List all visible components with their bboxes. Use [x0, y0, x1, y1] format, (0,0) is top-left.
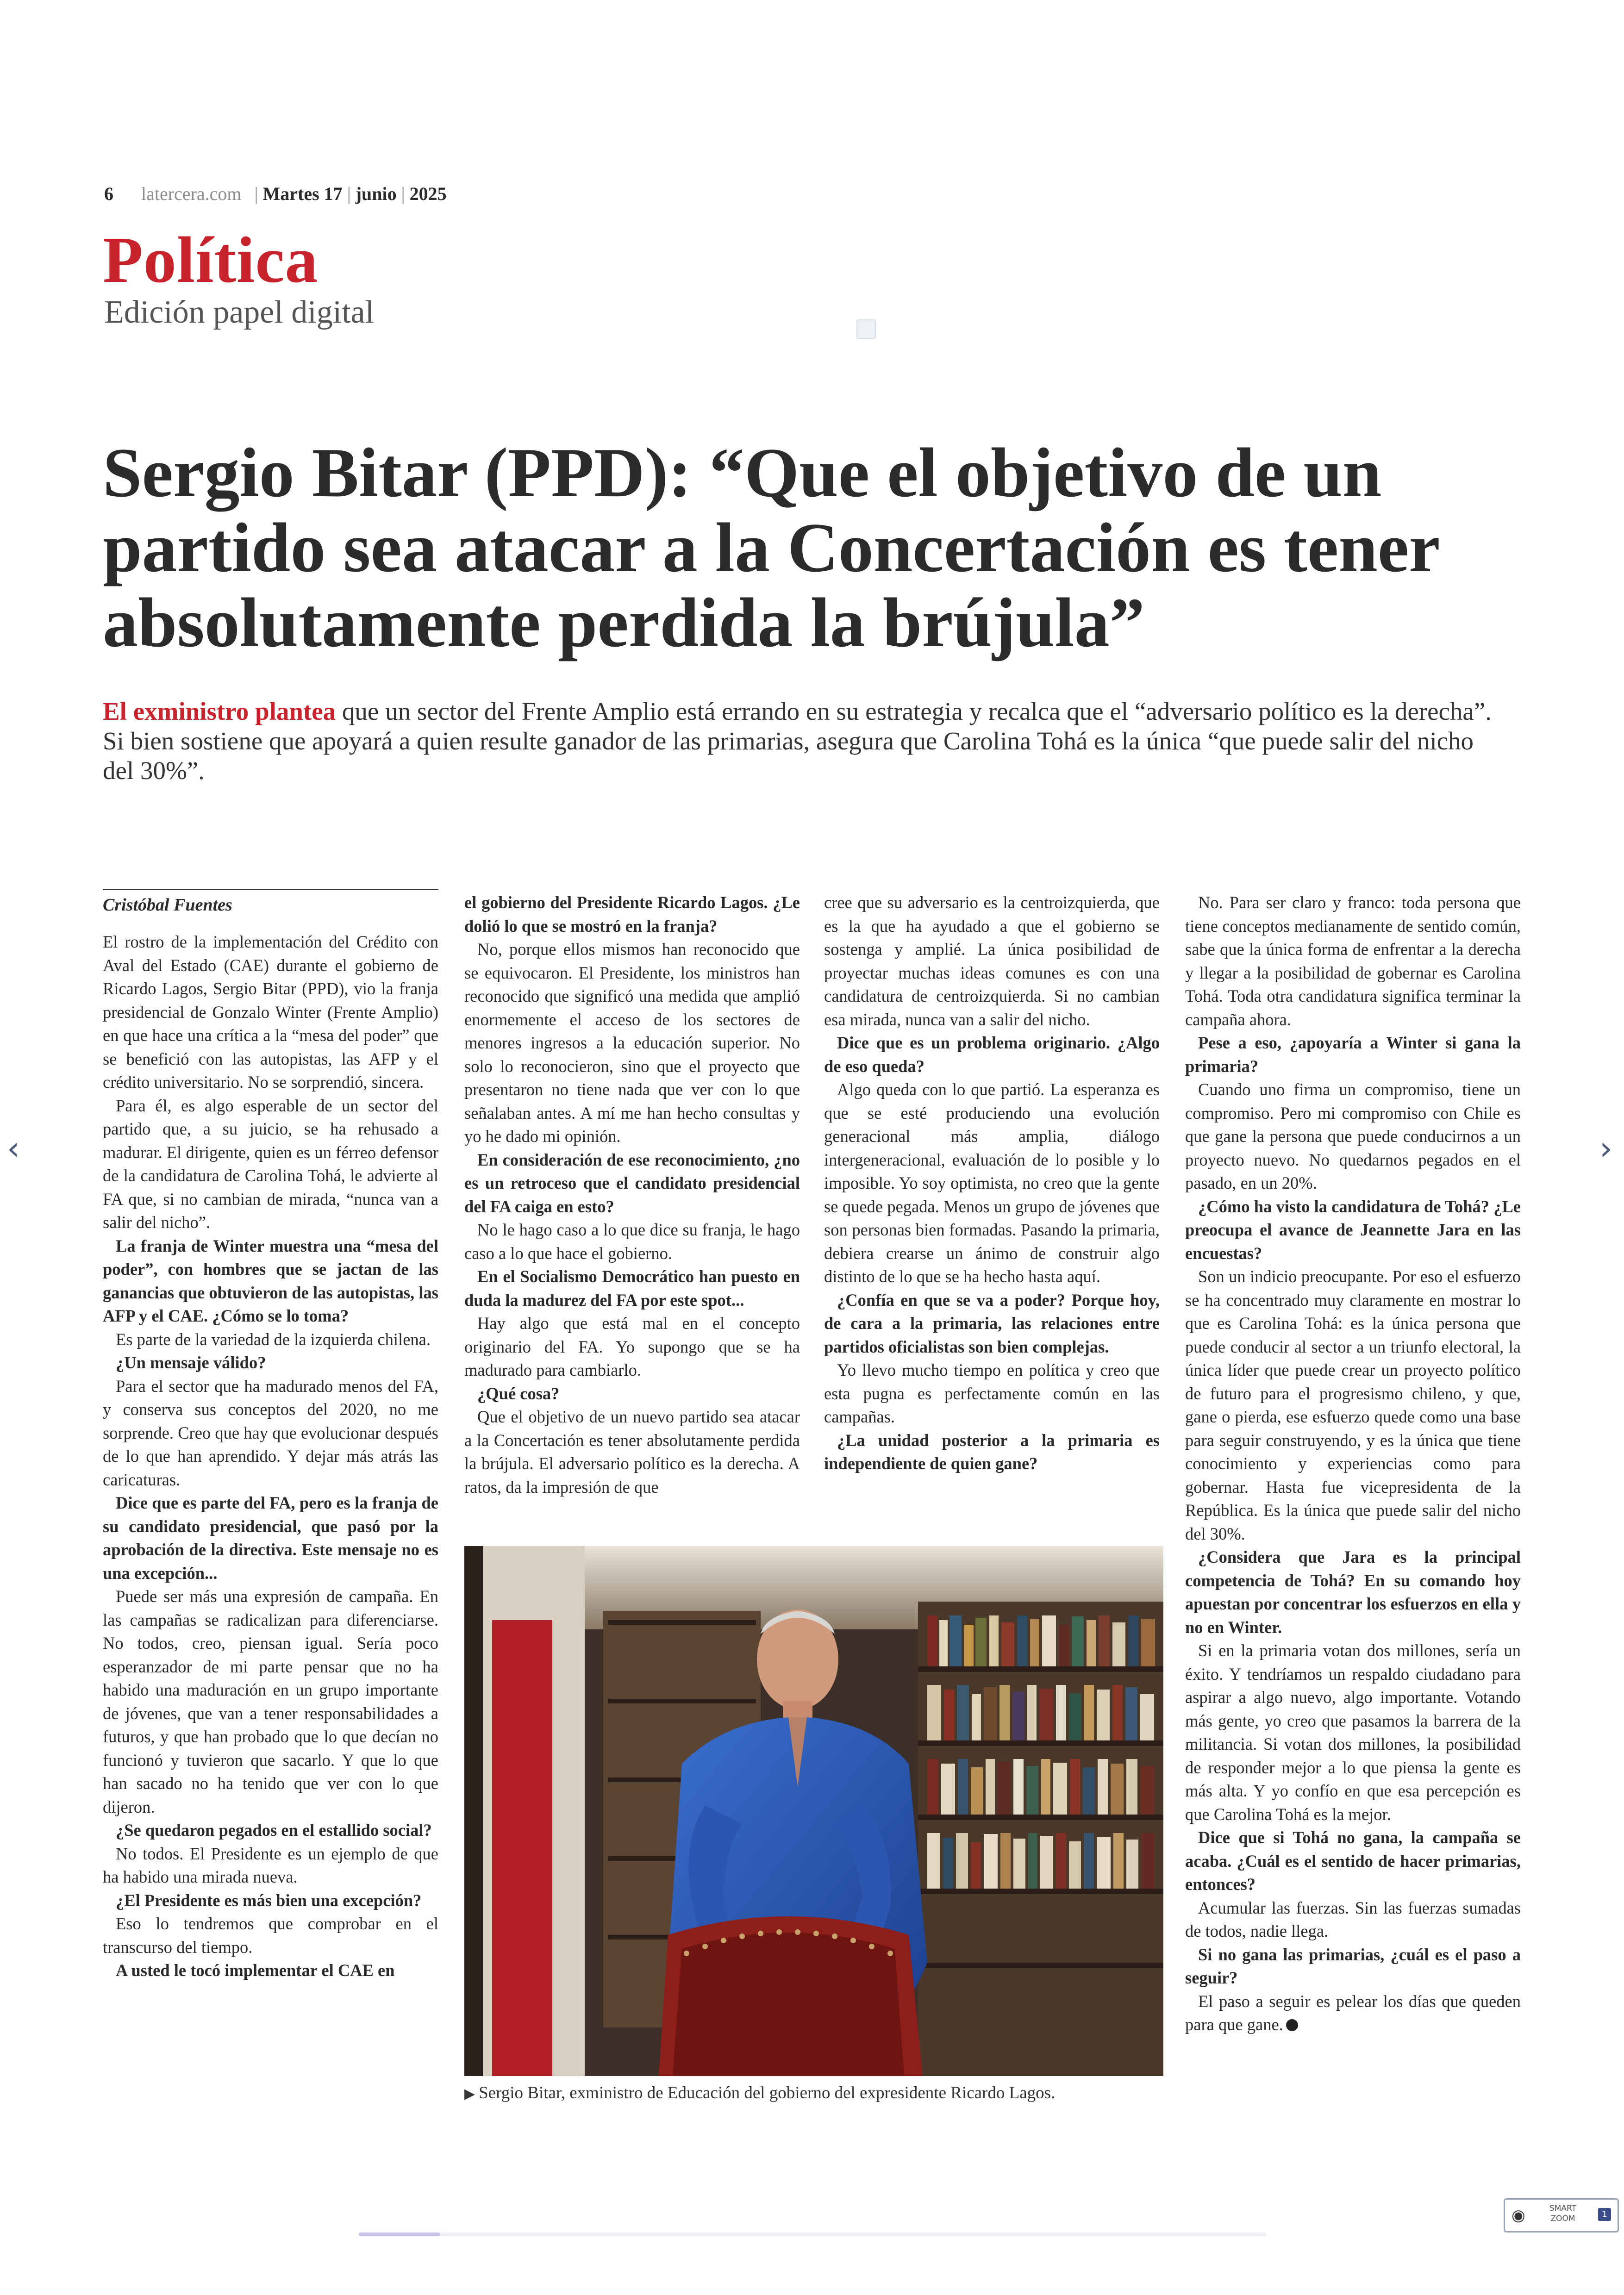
article-paragraph: Eso lo tendremos que comprobar en el transcurso del tiempo.	[103, 1914, 438, 1957]
smart-zoom-badge: 1	[1598, 2208, 1611, 2221]
interview-question: La franja de Winter muestra una “mesa del poder”, con hombres que se jactan de las ganancias que obtuvieron de las autopistas, las AFP y el CAE. ¿Cómo se lo toma?	[103, 1236, 438, 1325]
date-month: junio	[355, 183, 397, 204]
date-year: 2025	[409, 183, 447, 204]
interview-question: En consideración de ese reconocimiento, ¿no es un retroceso que el candidato presidencial del FA caiga en esto?	[464, 1150, 800, 1216]
article-paragraph: El rostro de la implementación del Crédito con Aval del Estado (CAE) durante el gobierno de Ricardo Lagos, Sergio Bitar (PPD), vio la franja presidencial de Gonzalo Winter (Frente Amplio) en que hace una crítica a la “mesa del poder” que se benefició con las autopistas, las AFP y el crédito universitario. No se sorprendió, sincera.	[103, 932, 438, 1091]
article-dek	[103, 697, 1492, 786]
interview-question: ¿Un mensaje válido?	[116, 1353, 266, 1372]
interview-question: Pese a eso, ¿apoyaría a Winter si gana la primaria?	[1185, 1033, 1521, 1076]
article-paragraph: No, porque ellos mismos han reconocido que se equivocaron. El Presidente, los ministros han reconocido que significó una medida que amplió enormemente el acceso de los sectores de menores ingresos a la educación superior. No solo lo reconocieron, sino que el proyecto que presentaron no tiene nada que ver con lo que señalaban antes. A mí me han hecho consultas y yo he dado mi opinión.	[464, 940, 800, 1146]
article-paragraph: Que el objetivo de un nuevo partido sea atacar a la Concertación es tener absolutamente perdida la brújula. El adversario político es la derecha. A ratos, da la impresión de que	[464, 1407, 800, 1497]
article-paragraph: Algo queda con lo que partió. La esperanza es que se esté produciendo una evolución generacional más amplia, diálogo intergeneracional, evaluación de lo posible y lo imposible. Yo soy optimista, no creo que la gente se quede pegada. Menos un grupo de jóvenes que son personas bien formadas. Pasando la primaria, debiera crearse un ánimo de construir algo distinto de lo que se ha hecho hasta aquí.	[824, 1080, 1160, 1286]
interview-question: A usted le tocó implementar el CAE en	[116, 1961, 395, 1980]
section-title: Política	[103, 223, 319, 296]
article-paragraph: Yo llevo mucho tiempo en política y creo que esta pugna es perfectamente común en las campañas.	[824, 1360, 1160, 1426]
interview-question: ¿El Presidente es más bien una excepción?	[116, 1890, 422, 1910]
interview-question: Dice que es parte del FA, pero es la franja de su candidato presidencial, que pasó por la aprobación de la directiva. Este mensaje no es una excepción...	[103, 1493, 438, 1583]
article-paragraph: El paso a seguir es pelear los días que queden para que gane.	[1185, 1991, 1521, 2034]
interview-question: ¿Confía en que se va a poder? Porque hoy, de cara a la primaria, las relaciones entre partidos oficialistas son bien complejas.	[824, 1290, 1160, 1356]
date-day: Martes 17	[262, 183, 343, 204]
interview-question: ¿Qué cosa?	[477, 1384, 560, 1403]
article-paragraph: No le hago caso a lo que dice su franja, le hago caso a lo que hace el gobierno.	[464, 1220, 800, 1263]
article-paragraph: Hay algo que está mal en el concepto originario del FA. Yo supongo que se ha madurado para cambiarlo.	[464, 1314, 800, 1379]
previous-page-button[interactable]: ‹	[7, 1129, 20, 1167]
page-progress-fill	[359, 2233, 440, 2236]
article-paragraph: Para él, es algo esperable de un sector del partido que, a su juicio, se ha rehusado a madurar. El dirigente, quien es un férreo defensor de la candidatura de Carolina Tohá, le advierte al FA que, si no cambian de mirada, “nunca van a salir del nicho”.	[103, 1096, 438, 1232]
article-paragraph: Cuando uno firma un compromiso, tiene un compromiso. Pero mi compromiso con Chile es que gane la persona que puede conducirnos a un proyecto nuevo. No quedarnos pegados en el pasado, en un 20%.	[1185, 1080, 1521, 1192]
article-paragraph: No. Para ser claro y franco: toda persona que tiene conceptos medianamente de sentido común, sabe que la única forma de enfrentar a la derecha y llegar a la posibilidad de gobernar es Carolina Tohá. Toda otra candidatura significa terminar la campaña ahora.	[1185, 893, 1521, 1029]
interview-question: el gobierno del Presidente Ricardo Lagos. ¿Le dolió lo que se mostró en la franja?	[464, 893, 800, 935]
byline: Cristóbal Fuentes	[103, 889, 438, 915]
next-page-button[interactable]: ›	[1599, 1129, 1612, 1167]
interview-question: Dice que si Tohá no gana, la campaña se acaba. ¿Cuál es el sentido de hacer primarias, entonces?	[1185, 1828, 1521, 1894]
interview-question: ¿Cómo ha visto la candidatura de Tohá? ¿Le preocupa el avance de Jeannette Jara en las encuestas?	[1185, 1197, 1521, 1263]
article-paragraph: Son un indicio preocupante. Por eso el esfuerzo se ha concentrado muy claramente en mostrar lo que es Carolina Tohá: es la única persona que puede conducir al sector a un triunfo electoral, la única líder que puede crear un proyecto político de futuro para el progresismo chileno, y que, gane o pierda, ese esfuerzo quede como una base para seguir construyendo, y es la única que tiene conocimiento y experiencias como para gobernar. Hasta fue vicepresidenta de la República. Es la única que puede salir del nicho del 30%.	[1185, 1267, 1521, 1543]
interview-question: Dice que es un problema originario. ¿Algo de eso queda?	[824, 1033, 1160, 1076]
article-paragraph: Es parte de la variedad de la izquierda chilena.	[116, 1329, 431, 1349]
interview-question: ¿Considera que Jara es la principal competencia de Tohá? En su comando hoy apuestan por concentrar los esfuerzos en ella y no en Winter.	[1185, 1547, 1521, 1637]
article-photo	[464, 1546, 1163, 2076]
dek-text: que un sector del Frente Amplio está errando en su estrategia y recalca que el “adversario político es la derecha”. Si bien sostiene que apoyará a quien resulte ganador de las primarias, asegura que Carolina Tohá es la única “que puede salir del nicho del 30%”.	[103, 697, 1492, 785]
page-number: 6	[104, 183, 113, 204]
interview-question: ¿Se quedaron pegados en el estallido social?	[116, 1821, 432, 1840]
article-paragraph: No todos. El Presidente es un ejemplo de que ha habido una mirada nueva.	[103, 1844, 438, 1886]
article-column-4	[1185, 891, 1521, 2037]
end-of-article-icon	[1286, 2019, 1298, 2031]
interview-question: ¿La unidad posterior a la primaria es independiente de quien gane?	[824, 1430, 1160, 1473]
article-paragraph: Si en la primaria votan dos millones, sería un éxito. Y tendríamos un respaldo ciudadano para aspirar a algo nuevo, algo importante. Votando más gente, yo creo que pasamos la barrera de la militancia. Si votan dos millones, la posibilidad de responder mejor a lo que piensa la gente es más alta. Y yo confío en que esa percepción es que Carolina Tohá es la mejor.	[1185, 1641, 1521, 1824]
article-paragraph: Acumular las fuerzas. Sin las fuerzas sumadas de todos, nadie llega.	[1185, 1898, 1521, 1940]
article-column-3	[824, 891, 1160, 1476]
article-paragraph: Para el sector que ha madurado menos del FA, y conserva sus conceptos del 2020, no me sorprende. Creo que hay que evolucionar después de lo que han aprendido. Y dejar más atrás las caricaturas.	[103, 1376, 438, 1489]
smart-zoom-button[interactable]	[1504, 2198, 1619, 2233]
interview-question: En el Socialismo Democrático han puesto en duda la madurez del FA por este spot...	[464, 1267, 800, 1310]
article-column-1	[103, 930, 438, 1983]
article-headline: Sergio Bitar (PPD): “Que el objetivo de un partido sea atacar a la Concertación es tener absolutamente perdida la brújula”	[103, 434, 1439, 661]
eye-icon: ◉	[1512, 2206, 1525, 2225]
caption-arrow-icon: ▶	[464, 2086, 475, 2102]
interview-question: Si no gana las primarias, ¿cuál es el paso a seguir?	[1185, 1945, 1521, 1987]
page-folio: 6 latercera.com | Martes 17 | junio | 2025	[104, 183, 447, 204]
page-progress-track[interactable]	[359, 2233, 1266, 2236]
edition-label: Edición papel digital	[104, 294, 375, 330]
site-name: latercera.com	[141, 183, 242, 204]
article-paragraph: cree que su adversario es la centroizquierda, que es la que ha ayudado a que el gobierno se sostenga y amplié. La única posibilidad de proyectar muchas ideas comunes es con una candidatura de centroizquierda. Si no cambian esa mirada, nunca van a salir del nicho.	[824, 893, 1160, 1029]
article-column-2	[464, 891, 800, 1499]
photo-caption: ▶ Sergio Bitar, exministro de Educación del gobierno del expresidente Ricardo Lagos.	[464, 2083, 1056, 2102]
article-paragraph: Puede ser más una expresión de campaña. En las campañas se radicalizan para diferenciarse. No todos, creo, piensan igual. Sería poco esperanzador de mi parte pensar que no ha habido una maduración en un grupo importante de jóvenes, que van a tener responsabilidades a futuros, y que han probado que lo que decían no funcionó y tuvieron que sacarlo. Y que lo que han sacado no ha tenido que ver con lo que dijeron.	[103, 1587, 438, 1816]
smart-zoom-label: SMART ZOOM	[1549, 2204, 1577, 2223]
page-marker-icon	[856, 319, 876, 339]
dek-lead: El exministro plantea	[103, 697, 336, 725]
